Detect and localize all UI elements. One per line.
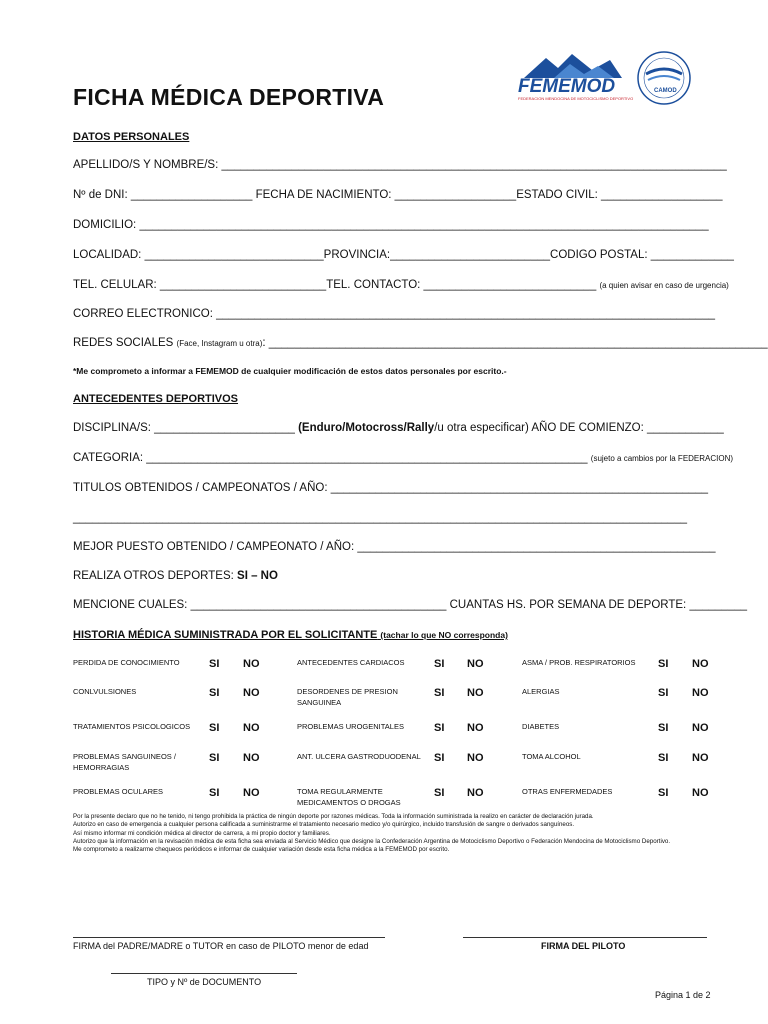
condition-no-option[interactable]: NO: [243, 722, 260, 734]
condition-si-option[interactable]: SI: [658, 787, 669, 799]
condition-no-option[interactable]: NO: [692, 658, 709, 670]
condition-no-option[interactable]: NO: [692, 752, 709, 764]
condition-label: PERDIDA DE CONOCIMIENTO: [73, 658, 180, 667]
condition-label: ASMA / PROB. RESPIRATORIOS: [522, 658, 636, 667]
field-telefonos-text: TEL. CELULAR: __________________________TEL. CONTACTO: ___________________________: [73, 279, 597, 291]
condition-no-option[interactable]: NO: [467, 787, 484, 799]
condition-si-option[interactable]: SI: [434, 752, 445, 764]
condition-label: DESORDENES DE PRESION SANGUINEA: [297, 687, 398, 707]
condition-no-option[interactable]: NO: [243, 658, 260, 670]
field-apellido-nombre[interactable]: APELLIDO/S Y NOMBRE/S: _______________________________________________________________________________: [73, 159, 727, 171]
condition-no-option[interactable]: NO: [692, 722, 709, 734]
section-heading-personal: DATOS PERSONALES: [73, 131, 190, 143]
condition-si-option[interactable]: SI: [434, 658, 445, 670]
condition-no-option[interactable]: NO: [692, 687, 709, 699]
condition-label: PROBLEMAS OCULARES: [73, 787, 164, 796]
field-disciplina[interactable]: [73, 422, 724, 434]
condition-no-option[interactable]: NO: [692, 787, 709, 799]
condition-si-option[interactable]: SI: [658, 687, 669, 699]
condition-no-option[interactable]: NO: [467, 658, 484, 670]
field-domicilio[interactable]: DOMICILIO: _________________________________________________________________________________________: [73, 219, 709, 231]
condition-label: TOMA REGULARMENTE MEDICAMENTOS O DROGAS: [297, 787, 401, 807]
condition-si-option[interactable]: SI: [209, 787, 220, 799]
document-label: TIPO y Nº de DOCUMENTO: [147, 977, 262, 987]
legal-paragraph: Autorizo en caso de emergencia a cualquier persona calificada a suministrarme el tratamiento necesario medico y/o quirúrgico, incluido transfusión de sangre o derivados sanguíneos.: [73, 821, 575, 829]
page-number: Página 1 de 2: [655, 990, 711, 1000]
condition-no-option[interactable]: NO: [467, 722, 484, 734]
legal-paragraph: Me comprometo a realizarme chequeos periódicos e informar de cualquier variación desde esta ficha médica a la FEMEMOD por escrito.: [73, 846, 450, 854]
field-dni-nacimiento-civil[interactable]: Nº de DNI: ___________________ FECHA DE NACIMIENTO: ___________________ESTADO CIVIL: ___________________: [73, 189, 723, 201]
otros-si-no[interactable]: SI – NO: [237, 570, 278, 582]
femenod-logo-subtitle: FEDERACION MENDOCINA DE MOTOCICLISMO DEPORTIVO: [518, 96, 634, 101]
condition-label: ANTECEDENTES CARDIACOS: [297, 658, 405, 667]
condition-label: PROBLEMAS SANGUINEOS / HEMORRAGIAS: [73, 752, 176, 772]
condition-si-option[interactable]: SI: [434, 787, 445, 799]
condition-no-option[interactable]: NO: [243, 752, 260, 764]
disciplina-label: DISCIPLINA/S: ______________________: [73, 422, 299, 434]
history-heading-text: HISTORIA MÉDICA SUMINISTRADA POR EL SOLICITANTE: [73, 629, 378, 641]
categoria-label: CATEGORIA: _____________________________________________________________________: [73, 452, 588, 464]
field-titulos[interactable]: TITULOS OBTENIDOS / CAMPEONATOS / AÑO: ___________________________________________________________: [73, 482, 709, 494]
condition-si-option[interactable]: SI: [434, 687, 445, 699]
legal-declaration: [73, 813, 713, 854]
commitment-note: *Me comprometo a informar a FEMEMOD de cualquier modificación de estos datos personales por escrito.-: [73, 366, 507, 376]
condition-si-option[interactable]: SI: [658, 658, 669, 670]
legal-paragraph: Autorizo que la información en la revisación médica de esta ficha sea enviada al Servicio Médico que designe la Confederación Argentina de Motociclismo Deportivo o Federación Mendocina de Motociclismo Deportivo.: [73, 837, 671, 845]
condition-label: TOMA ALCOHOL: [522, 752, 581, 761]
field-otros-deportes[interactable]: [73, 570, 278, 582]
camod-logo-text: CAMOD: [654, 88, 677, 94]
condition-si-option[interactable]: SI: [209, 687, 220, 699]
condition-label: TRATAMIENTOS PSICOLOGICOS: [73, 722, 191, 731]
field-localidad-provincia-cp[interactable]: LOCALIDAD: ____________________________PROVINCIA:_________________________CODIGO POSTAL: _____________: [73, 249, 734, 261]
page-title: FICHA MÉDICA DEPORTIVA: [73, 84, 385, 110]
condition-no-option[interactable]: NO: [467, 752, 484, 764]
redes-label: REDES SOCIALES: [73, 337, 174, 349]
redes-line: : ______________________________________________________________________________: [262, 337, 768, 349]
condition-si-option[interactable]: SI: [209, 752, 220, 764]
field-mejor-puesto[interactable]: MEJOR PUESTO OBTENIDO / CAMPEONATO / AÑO: ________________________________________________________: [73, 541, 716, 553]
condition-label: OTRAS ENFERMEDADES: [522, 787, 613, 796]
condition-si-option[interactable]: SI: [658, 722, 669, 734]
disciplina-options: (Enduro/Motocross/Rally: [298, 422, 435, 434]
pilot-signature-label: FIRMA DEL PILOTO: [541, 941, 626, 951]
otros-label: REALIZA OTROS DEPORTES:: [73, 570, 238, 582]
history-note: (tachar lo que NO corresponda): [380, 630, 508, 640]
header-logos: [514, 50, 714, 110]
femenod-logo-text: FEMEMOD: [518, 76, 616, 97]
condition-si-option[interactable]: SI: [434, 722, 445, 734]
field-correo[interactable]: CORREO ELECTRONICO: ______________________________________________________________________________: [73, 308, 715, 320]
condition-no-option[interactable]: NO: [243, 687, 260, 699]
condition-si-option[interactable]: SI: [658, 752, 669, 764]
disciplina-year: /u otra especificar) AÑO DE COMIENZO: ____________: [434, 422, 724, 434]
pilot-signature-line[interactable]: [463, 937, 707, 938]
tel-contact-note: (a quien avisar en caso de urgencia): [599, 281, 729, 290]
parent-signature-label: FIRMA del PADRE/MADRE o TUTOR en caso de PILOTO menor de edad: [73, 941, 369, 951]
redes-note: (Face, Instagram u otra): [176, 339, 263, 348]
condition-label: ANT. ULCERA GASTRODUODENAL: [297, 752, 421, 761]
field-categoria[interactable]: [73, 452, 733, 464]
condition-no-option[interactable]: NO: [467, 687, 484, 699]
condition-label: CONLVULSIONES: [73, 687, 137, 696]
legal-paragraph: Por la presente declaro que no he tenido, ni tengo prohibida la práctica de ningún deporte por razones médicas. Toda la información suministrada la realizo en carácter de declaración jurada.: [73, 813, 594, 820]
section-heading-sports: ANTECEDENTES DEPORTIVOS: [73, 393, 239, 405]
condition-no-option[interactable]: NO: [243, 787, 260, 799]
condition-label: PROBLEMAS UROGENITALES: [297, 722, 404, 731]
condition-si-option[interactable]: SI: [209, 722, 220, 734]
field-titulos-line2[interactable]: ________________________________________________________________________________________________: [73, 512, 687, 524]
condition-si-option[interactable]: SI: [209, 658, 220, 670]
field-mencione-cuales[interactable]: MENCIONE CUALES: ________________________________________ CUANTAS HS. POR SEMANA DE DEPORTE: _________: [73, 599, 748, 611]
field-telefonos[interactable]: [73, 279, 729, 291]
document-signature-line[interactable]: [111, 973, 297, 974]
parent-signature-line[interactable]: [73, 937, 385, 938]
femenod-logo: [514, 50, 714, 110]
condition-label: ALERGIAS: [522, 687, 560, 696]
legal-paragraph: Así mismo informar mi condición médica al director de carrera, a mi propio doctor y familiares.: [73, 829, 331, 837]
categoria-note: (sujeto a cambios por la FEDERACION): [590, 454, 734, 463]
condition-label: DIABETES: [522, 722, 560, 731]
section-heading-history: [73, 629, 508, 641]
field-redes-sociales[interactable]: [73, 337, 768, 349]
